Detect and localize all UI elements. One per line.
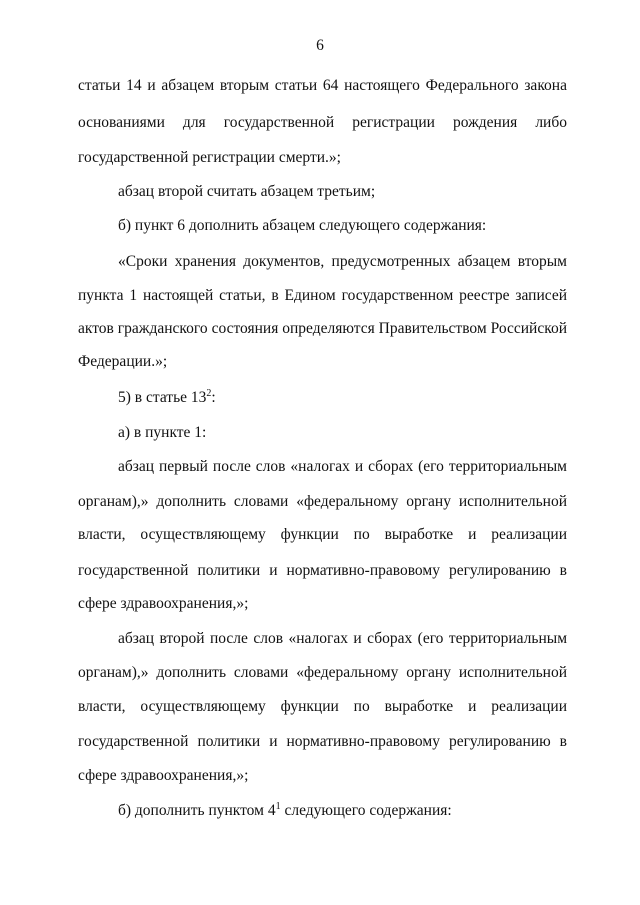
- text-line: пункта 1 настоящей статьи, в Едином государственном реестре записей: [78, 287, 567, 304]
- text-line: актов гражданского состояния определяются Правительством Российской: [78, 320, 567, 337]
- text-line: сфере здравоохранения,»;: [78, 767, 249, 784]
- text-line: сфере здравоохранения,»;: [78, 595, 249, 612]
- text-line: статьи 14 и абзацем вторым статьи 64 настоящего Федерального закона: [78, 77, 567, 94]
- text-line: б) пункт 6 дополнить абзацем следующего содержания:: [118, 217, 487, 234]
- text-line: «Сроки хранения документов, предусмотренных абзацем вторым: [118, 253, 567, 270]
- text-line: а) в пункте 1:: [118, 424, 207, 441]
- text-span: б) дополнить пунктом 4: [118, 802, 276, 819]
- text-line: государственной политики и нормативно-правовому регулированию в: [78, 562, 567, 579]
- text-line: абзац второй считать абзацем третьим;: [118, 183, 376, 200]
- text-line: [118, 388, 216, 408]
- text-span: :: [211, 389, 216, 406]
- text-line: [118, 801, 452, 821]
- text-span: 5) в статье 13: [118, 389, 207, 406]
- text-line: органам),» дополнить словами «федеральному органу исполнительной: [78, 493, 567, 510]
- text-line: органам),» дополнить словами «федеральному органу исполнительной: [78, 664, 567, 681]
- text-line: основаниями для государственной регистрации рождения либо: [78, 114, 567, 131]
- text-line: власти, осуществляющему функции по выработке и реализации: [78, 526, 567, 543]
- text-line: власти, осуществляющему функции по выработке и реализации: [78, 698, 567, 715]
- text-line: абзац второй после слов «налогах и сборах (его территориальным: [118, 630, 567, 647]
- superscript: 2: [206, 388, 212, 399]
- text-line: Федерации.»;: [78, 353, 168, 370]
- text-span: следующего содержания:: [280, 802, 452, 819]
- page-number: 6: [316, 37, 324, 54]
- text-line: абзац первый после слов «налогах и сборах (его территориальным: [118, 458, 567, 475]
- text-line: государственной регистрации смерти.»;: [78, 149, 341, 166]
- superscript: 1: [275, 801, 281, 812]
- text-line: государственной политики и нормативно-правовому регулированию в: [78, 733, 567, 750]
